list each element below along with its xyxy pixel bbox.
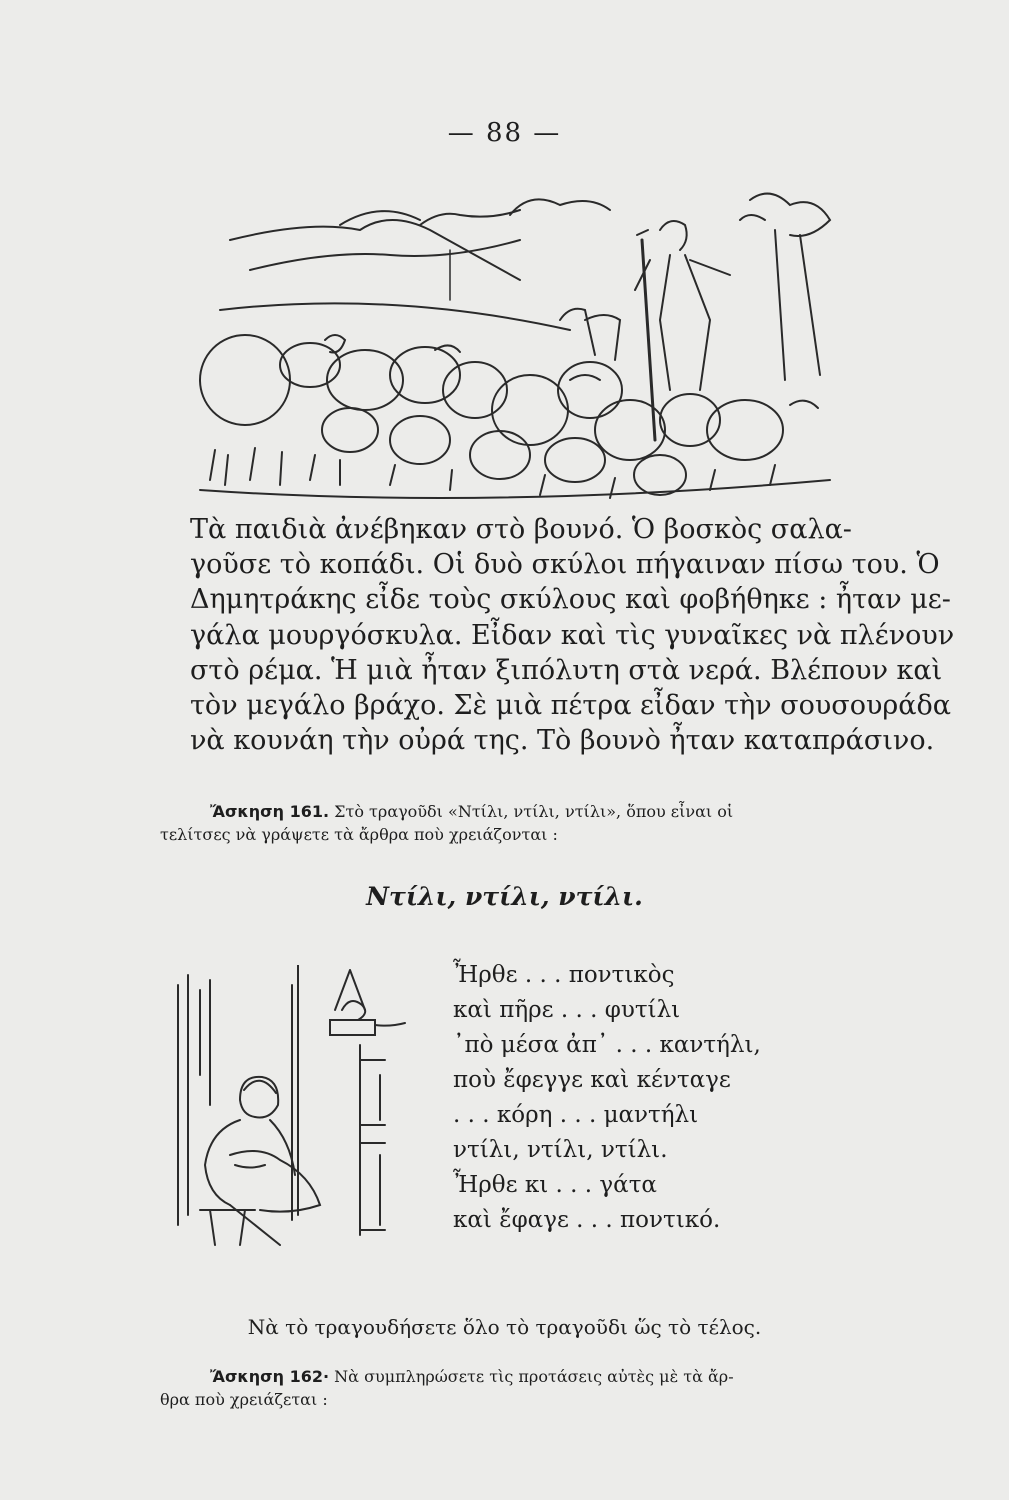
exercise-162 (160, 1365, 840, 1411)
page-number: — 88 — (447, 118, 562, 148)
paragraph-line: νὰ κουνάη τὴν οὐρά της. Τὸ βουνὸ ἦταν καταπράσινο. (190, 725, 935, 757)
sewing-girl-illustration (170, 965, 420, 1250)
paragraph-line: γάλα μουργόσκυλα. Εἶδαν καὶ τὶς γυναῖκες νὰ πλένουν (190, 619, 955, 651)
exercise-161 (160, 800, 840, 846)
paragraph-line: Τὰ παιδιὰ ἀνέβηκαν στὸ βουνό. Ὁ βοσκὸς σαλα- (190, 514, 852, 545)
paragraph-line: τὸν μεγάλο βράχο. Σὲ μιὰ πέτρα εἶδαν τὴν σουσουράδα (190, 690, 951, 722)
paragraph-line: Δημητράκης εἶδε τοὺς σκύλους καὶ φοβήθηκε : ἦταν με- (190, 584, 951, 616)
shepherd-flock-illustration (190, 180, 835, 510)
poem-line: Ἦρθε . . . ποντικὸς (453, 962, 675, 988)
exercise-162-line-1 (160, 1365, 840, 1388)
poem-line: καὶ ἔφαγε . . . ποντικό. (453, 1207, 721, 1233)
poem (453, 958, 833, 1238)
poem-line: ᾿πὸ μέσα ἀπ᾿ . . . καντήλι, (453, 1032, 761, 1058)
poem-line: Ἦρθε κι . . . γάτα (453, 1172, 657, 1198)
story-paragraph (190, 512, 955, 758)
poem-line: ντίλι, ντίλι, ντίλι. (453, 1137, 668, 1163)
exercise-161-text: Στὸ τραγοῦδι «Ντίλι, ντίλι, ντίλι», ὅπου εἶναι οἱ (334, 802, 734, 821)
exercise-162-label: Ἄσκηση 162· (210, 1367, 330, 1386)
paragraph-line: γοῦσε τὸ κοπάδι. Οἱ δυὸ σκύλοι πήγαιναν πίσω του. Ὁ (190, 549, 940, 581)
exercise-162-text: Νὰ συμπληρώσετε τὶς προτάσεις αὐτὲς μὲ τὰ ἄρ- (334, 1367, 734, 1386)
paragraph-line: στὸ ρέμα. Ἡ μιὰ ἦταν ξιπόλυτη στὰ νερά. Βλέπουν καὶ (190, 654, 943, 686)
exercise-161-line-2: τελίτσες νὰ γράψετε τὰ ἄρθρα ποὺ χρειάζονται : (160, 825, 558, 844)
poem-line: ποὺ ἔφεγγε καὶ κένταγε (453, 1067, 731, 1093)
exercise-161-line-1 (160, 800, 840, 823)
exercise-162-line-2: θρα ποὺ χρειάζεται : (160, 1390, 328, 1409)
exercise-161-label: Ἄσκηση 161. (210, 802, 330, 821)
poem-line: . . . κόρη . . . μαντήλι (453, 1102, 699, 1128)
poem-line: καὶ πῆρε . . . φυτίλι (453, 997, 681, 1023)
singing-instruction: Νὰ τὸ τραγουδήσετε ὅλο τὸ τραγοῦδι ὥς τὸ τέλος. (247, 1315, 762, 1339)
poem-title: Ντίλι, ντίλι, ντίλι. (366, 882, 643, 911)
